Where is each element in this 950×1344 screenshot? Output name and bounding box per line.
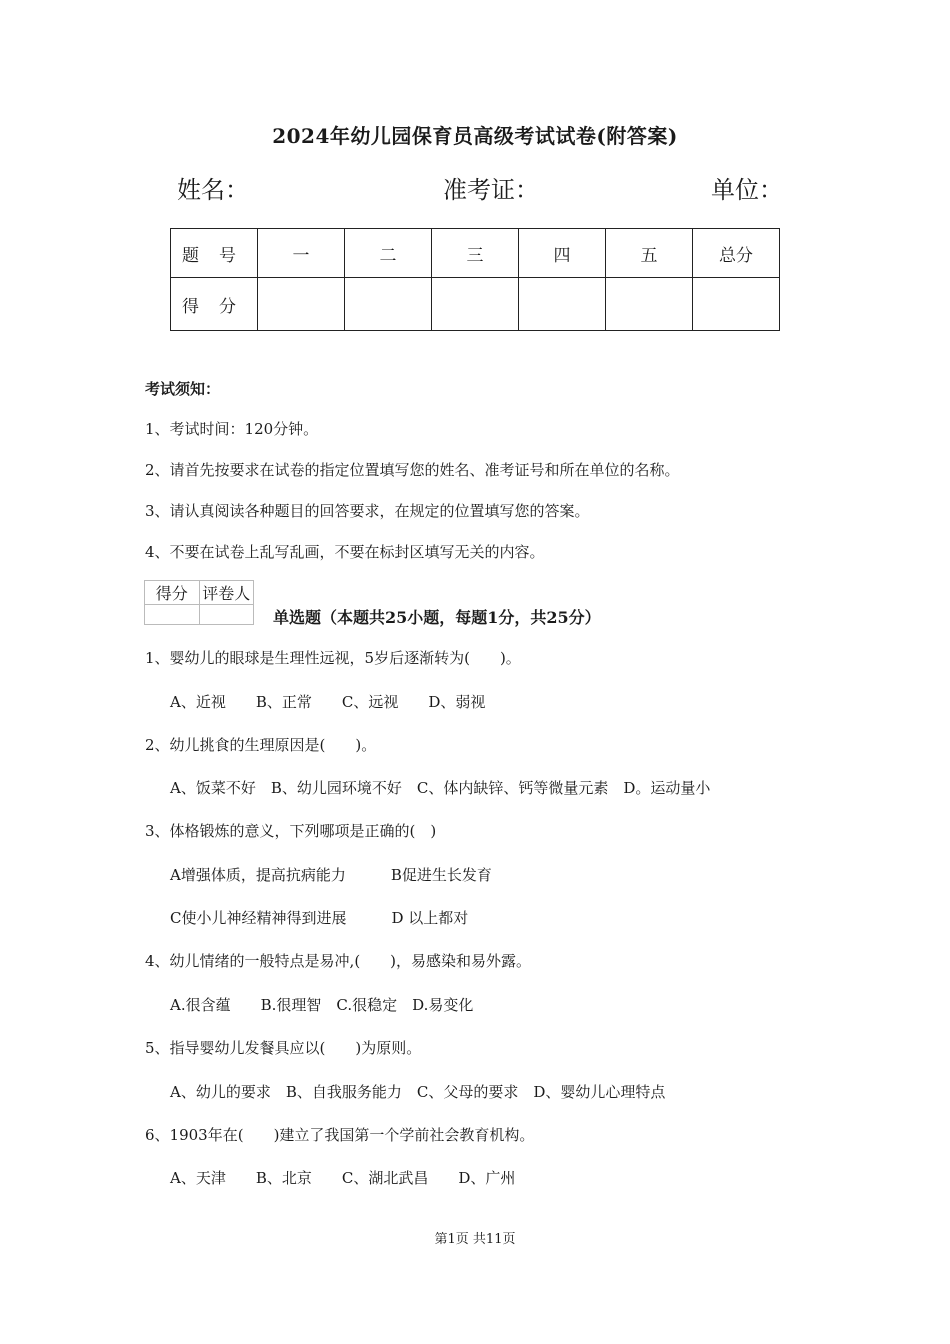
column-1: 一 — [258, 229, 345, 278]
score-cell-4 — [519, 278, 606, 331]
name-label: 姓名： — [177, 176, 249, 204]
question-stem: 4、幼儿情绪的一般特点是易冲,( )，易感染和易外露。 — [145, 952, 532, 970]
score-label: 得分 — [171, 278, 258, 331]
grader-label: 评卷人 — [199, 581, 254, 605]
score-table — [170, 228, 780, 331]
notice-item: 2、请首先按要求在试卷的指定位置填写您的姓名、准考证号和所在单位的名称。 — [145, 461, 680, 479]
score-cell-total — [693, 278, 780, 331]
notice-item: 3、请认真阅读各种题目的回答要求，在规定的位置填写您的答案。 — [145, 502, 590, 520]
notice-title: 考试须知： — [145, 380, 221, 398]
question-options: A.很含蕴 B.很理智 C.很稳定 D.易变化 — [170, 996, 474, 1014]
exam-number-label: 准考证： — [443, 176, 539, 204]
column-2: 二 — [345, 229, 432, 278]
question-stem: 6、1903年在( )建立了我国第一个学前社会教育机构。 — [145, 1126, 535, 1144]
section-heading: 单选题（本题共25小题，每题1分，共25分） — [273, 608, 601, 627]
grader-box — [144, 580, 254, 625]
question-options: A增强体质，提高抗病能力 B促进生长发育 — [170, 866, 492, 884]
question-options: C使小儿神经精神得到进展 D 以上都对 — [170, 909, 469, 927]
question-stem: 3、体格锻炼的意义，下列哪项是正确的( ) — [145, 822, 437, 840]
unit-label: 单位： — [711, 176, 783, 204]
column-3: 三 — [432, 229, 519, 278]
grader-score-cell — [145, 605, 200, 625]
question-options: A、幼儿的要求 B、自我服务能力 C、父母的要求 D、婴幼儿心理特点 — [170, 1083, 666, 1101]
score-cell-2 — [345, 278, 432, 331]
score-cell-1 — [258, 278, 345, 331]
question-options: A、饭菜不好 B、幼儿园环境不好 C、体内缺锌、钙等微量元素 D。运动量小 — [170, 779, 711, 797]
page-title: 2024年幼儿园保育员高级考试试卷(附答案) — [272, 124, 678, 148]
page-footer: 第1页 共11页 — [434, 1232, 516, 1247]
score-table-header-row — [171, 229, 780, 278]
question-stem: 1、婴幼儿的眼球是生理性远视，5岁后逐渐转为( )。 — [145, 649, 521, 667]
question-number-label: 题号 — [171, 229, 258, 278]
question-stem: 2、幼儿挑食的生理原因是( )。 — [145, 736, 377, 754]
score-cell-3 — [432, 278, 519, 331]
question-stem: 5、指导婴幼儿发餐具应以( )为原则。 — [145, 1039, 422, 1057]
grader-score-label: 得分 — [145, 581, 200, 605]
notice-item: 1、考试时间：120分钟。 — [145, 420, 319, 438]
question-options: A、近视 B、正常 C、远视 D、弱视 — [170, 693, 486, 711]
score-table-score-row — [171, 278, 780, 331]
column-total: 总分 — [693, 229, 780, 278]
column-4: 四 — [519, 229, 606, 278]
question-options: A、天津 B、北京 C、湖北武昌 D、广州 — [170, 1169, 516, 1187]
score-cell-5 — [606, 278, 693, 331]
notice-item: 4、不要在试卷上乱写乱画，不要在标封区填写无关的内容。 — [145, 543, 545, 561]
grader-name-cell — [199, 605, 254, 625]
column-5: 五 — [606, 229, 693, 278]
